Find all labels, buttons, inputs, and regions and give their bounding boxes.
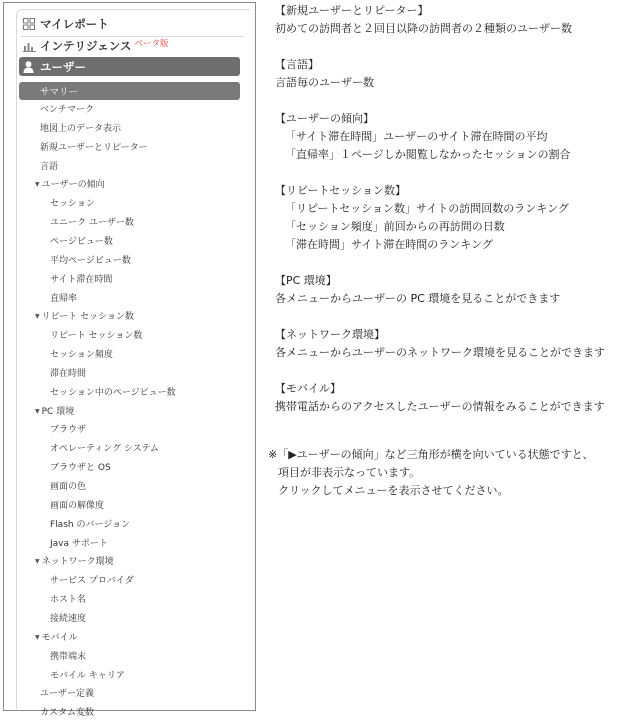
- sidebar-item-label: ベンチマーク: [40, 105, 95, 115]
- sidebar-item[interactable]: [50, 348, 113, 362]
- sidebar-panel: [3, 2, 256, 719]
- sidebar-item[interactable]: [40, 141, 148, 155]
- sidebar-item-label: 接続速度: [50, 613, 87, 624]
- sidebar-item-label: ユニーク ユーザー数: [50, 218, 134, 229]
- description-line: 各メニューからユーザーの PC 環境を見ることができます: [275, 292, 561, 305]
- users-section-label: ユーザー: [40, 59, 86, 74]
- sidebar-item-label: ホスト名: [50, 595, 87, 606]
- sidebar-item-label: 平均ページビュー数: [50, 255, 131, 266]
- sidebar-item[interactable]: [50, 518, 130, 532]
- sidebar-item[interactable]: [35, 555, 114, 569]
- sidebar-item-label: 画面の解像度: [50, 500, 105, 511]
- sidebar-item-label: ネットワーク環境: [41, 557, 114, 568]
- description-line: 言語毎のユーザー数: [275, 76, 374, 89]
- intelligence-label: インテリジェンス: [40, 39, 132, 53]
- description-block: [275, 56, 374, 92]
- description-line: クリックしてメニューを表示させてください。: [278, 484, 509, 497]
- description-line: 各メニューからユーザーのネットワーク環境を見ることができます: [275, 346, 605, 359]
- description-line: ※「▶ユーザーの傾向」など三角形が横を向いている状態ですと、: [268, 448, 594, 461]
- sidebar-item-label: セッション中のページビュー数: [50, 387, 176, 398]
- sidebar-item[interactable]: [35, 310, 134, 324]
- sidebar-item[interactable]: [40, 122, 121, 136]
- sidebar-item[interactable]: [50, 329, 142, 343]
- description-line: 「リピートセッション数」サイトの訪問回数のランキング: [285, 202, 569, 215]
- sidebar-item-label: ユーザー定義: [40, 689, 95, 700]
- sidebar-item-label: モバイル キャリア: [50, 670, 125, 681]
- sidebar-item-label: カスタム変数: [40, 708, 95, 719]
- sidebar-item-label: オペレーティング システム: [50, 444, 160, 455]
- description-heading: 【モバイル】: [275, 382, 341, 395]
- users-section-header[interactable]: [19, 57, 240, 76]
- expand-triangle-icon[interactable]: ▼: [35, 313, 40, 321]
- description-line: 初めての訪問者と２回目以降の訪問者の２種類のユーザー数: [275, 22, 572, 35]
- my-report-link[interactable]: [22, 13, 109, 35]
- sidebar-item-label: セッション頻度: [50, 350, 113, 361]
- description-block: [275, 272, 560, 308]
- description-block: [275, 380, 605, 416]
- sidebar-item[interactable]: [50, 442, 159, 456]
- description-line: 「滞在時間」サイト滞在時間のランキング: [285, 238, 493, 251]
- sidebar-item[interactable]: [50, 235, 113, 249]
- expand-triangle-icon[interactable]: ▼: [35, 633, 40, 641]
- expand-triangle-icon[interactable]: ▼: [35, 181, 40, 189]
- description-heading: 【新規ユーザーとリピーター】: [275, 4, 429, 17]
- sidebar-item[interactable]: [50, 216, 134, 230]
- sidebar-item[interactable]: [50, 423, 86, 437]
- expand-triangle-icon[interactable]: ▼: [35, 407, 40, 415]
- sidebar-item[interactable]: [50, 386, 176, 400]
- sidebar-item[interactable]: [50, 650, 86, 664]
- sidebar-item[interactable]: [50, 292, 77, 306]
- description-heading: 【ネットワーク環境】: [275, 328, 385, 341]
- sidebar-nav: [16, 9, 250, 719]
- description-block: [275, 110, 571, 164]
- sidebar-item-label: モバイル: [41, 632, 78, 643]
- intelligence-link[interactable]: [22, 35, 168, 57]
- sidebar-item[interactable]: [50, 461, 111, 475]
- expand-triangle-icon[interactable]: ▼: [35, 558, 40, 566]
- sidebar-item[interactable]: [40, 160, 58, 174]
- sidebar-item-label: 新規ユーザーとリピーター: [40, 142, 148, 153]
- description-block: [275, 2, 572, 38]
- sidebar-item[interactable]: [50, 197, 95, 211]
- description-block: [275, 182, 569, 254]
- sidebar-item-label: PC 環境: [41, 406, 75, 417]
- sidebar-item-label: 直帰率: [50, 293, 78, 304]
- sidebar-item-label: ユーザーの傾向: [41, 180, 105, 191]
- sidebar-item[interactable]: [50, 593, 86, 607]
- sidebar-item[interactable]: [50, 669, 125, 683]
- bar-chart-icon: [22, 39, 36, 53]
- description-line: 「サイト滞在時間」ユーザーのサイト滞在時間の平均: [285, 130, 548, 143]
- sidebar-item[interactable]: [50, 254, 131, 268]
- description-line: 「直帰率」１ページしか閲覧しなかったセッションの割合: [285, 148, 571, 161]
- sidebar-item[interactable]: [35, 631, 78, 645]
- sidebar-item-label: 携帯端末: [50, 651, 87, 662]
- sidebar-item-label: ブラウザ: [50, 425, 87, 436]
- sidebar-item-label: 言語: [40, 161, 59, 172]
- description-heading: 【リピートセッション数】: [275, 184, 407, 197]
- sidebar-item[interactable]: [50, 537, 108, 551]
- description-heading: 【PC 環境】: [275, 274, 337, 287]
- my-report-label: マイレポート: [40, 17, 109, 31]
- sidebar-item-label: ページビュー数: [50, 236, 113, 247]
- sidebar-item-label: サイト滞在時間: [50, 274, 113, 285]
- sidebar-item[interactable]: [35, 405, 74, 419]
- sidebar-item[interactable]: [40, 706, 94, 720]
- sidebar-item-label: セッション: [50, 199, 95, 210]
- grid-icon: [22, 17, 36, 31]
- description-block: [268, 446, 594, 500]
- description-line: 「セッション頻度」前回からの再訪問の日数: [285, 220, 505, 233]
- sidebar-item[interactable]: [50, 499, 104, 513]
- description-block: [275, 326, 605, 362]
- description-line: 項目が非表示なっています。: [278, 466, 421, 479]
- description-heading: 【言語】: [275, 58, 319, 71]
- sidebar-item-label: Java サポート: [50, 538, 108, 549]
- sidebar-item[interactable]: [50, 574, 134, 588]
- sidebar-item-label: リピート セッション数: [41, 312, 134, 323]
- sidebar-item[interactable]: [40, 687, 94, 701]
- nav-item-summary-label: サマリー: [40, 87, 79, 98]
- sidebar-item[interactable]: [50, 273, 112, 287]
- sidebar-item-label: 画面の色: [50, 482, 87, 492]
- beta-badge: ベータ版: [134, 39, 169, 49]
- description-heading: 【ユーザーの傾向】: [275, 112, 374, 125]
- sidebar-item[interactable]: [50, 367, 86, 381]
- sidebar-item-label: Flash のバージョン: [50, 519, 131, 530]
- description-line: 携帯電話からのアクセスしたユーザーの情報をみることができます: [275, 400, 605, 413]
- sidebar-item-label: 地図上のデータ表示: [40, 123, 122, 134]
- sidebar-item-label: 滞在時間: [50, 368, 87, 379]
- sidebar-item[interactable]: [40, 103, 94, 117]
- sidebar-item[interactable]: [35, 178, 105, 192]
- nav-item-summary[interactable]: [19, 82, 240, 100]
- sidebar-item-label: ブラウザと OS: [50, 463, 111, 474]
- user-icon: [23, 61, 35, 73]
- sidebar-item-label: リピート セッション数: [50, 331, 143, 342]
- sidebar-item[interactable]: [50, 480, 86, 494]
- sidebar-item-label: サービス プロバイダ: [50, 576, 134, 587]
- sidebar-item[interactable]: [50, 612, 86, 626]
